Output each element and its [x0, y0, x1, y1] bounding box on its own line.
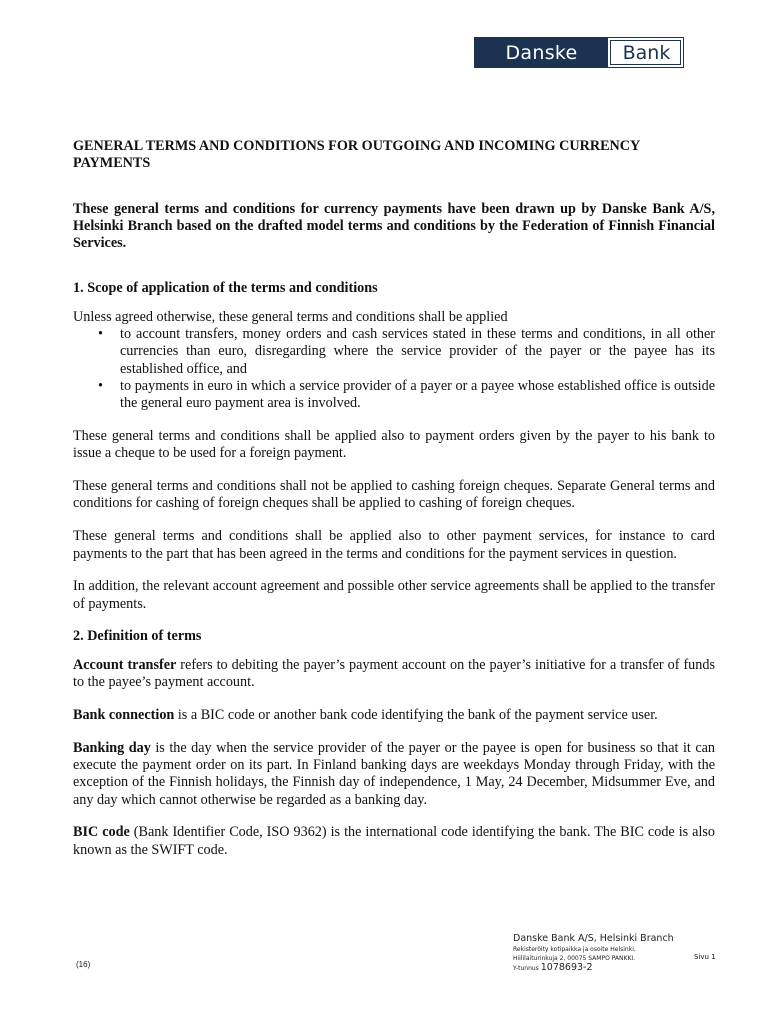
- intro-paragraph: These general terms and conditions for currency payments have been drawn up by Danske Bank A/S, Helsinki Branch based on the drafted model terms and conditions by the Federation of Finnish Financial Services.: [73, 200, 715, 252]
- definition-account-transfer: [73, 657, 715, 692]
- ytunnus-value: 1078693-2: [540, 962, 593, 973]
- section-1-paragraph: These general terms and conditions shall not be applied to cashing foreign cheques. Separate General terms and conditions for cashing of foreign cheques shall be applied to cashing of foreign cheques.: [73, 478, 715, 512]
- definition-text: (Bank Identifier Code, ISO 9362) is the international code identifying the bank. The BIC code is also known as the SWIFT code.: [73, 824, 715, 858]
- definition-text: is the day when the service provider of the payer or the payee is open for business so that it can execute the payment order on its part. In Finland banking days are weekdays Monday through Friday, with the exception of the Finnish holidays, the Finnish day of independence, 1 May, 24 December, Midsummer Eve, and any day which cannot otherwise be regarded as a banking day.: [73, 739, 716, 808]
- address-line-3: Hiililaiturinkuja 2, 00075 SAMPO PANKKI.: [513, 955, 636, 962]
- section-1-lead: Unless agreed otherwise, these general terms and conditions shall be applied: [73, 308, 508, 325]
- address-line-4: [513, 963, 674, 974]
- definition-text: refers to debiting the payer’s payment account on the payer’s initiative for a transfer of funds to the payee’s payment account.: [73, 656, 715, 691]
- danske-bank-logo: [474, 37, 684, 68]
- definition-bic-code: [73, 824, 715, 859]
- logo-right-text: Bank: [608, 38, 683, 67]
- footer-address: [513, 932, 674, 974]
- address-line-2: Rekisteröity kotipaikka ja osoite Helsinki,: [513, 946, 636, 953]
- address-line-1: Danske Bank A/S, Helsinki Branch: [513, 933, 674, 944]
- bullet-text: to payments in euro in which a service provider of a payer or a payee whose established office is outside the general euro payment area is involved.: [120, 377, 715, 412]
- definition-term: Account transfer: [73, 656, 177, 673]
- document-body: [73, 138, 715, 874]
- definition-banking-day: [73, 740, 715, 809]
- definition-text: is a BIC code or another bank code identifying the bank of the payment service user.: [174, 706, 658, 723]
- definition-term: BIC code: [73, 824, 130, 841]
- list-item: [98, 377, 715, 413]
- scope-bullet-list: [73, 326, 715, 412]
- document-title: GENERAL TERMS AND CONDITIONS FOR OUTGOING AND INCOMING CURRENCY PAYMENTS: [73, 138, 640, 172]
- definition-term: Bank connection: [73, 706, 175, 723]
- logo-left-text: Danske: [475, 38, 608, 67]
- ytunnus-label: Y-tunnus: [513, 965, 539, 972]
- section-2-heading: 2. Definition of terms: [73, 628, 202, 645]
- bullet-icon: •: [98, 326, 103, 343]
- section-1-paragraph: These general terms and conditions shall be applied also to other payment services, for instance to card payments to the part that has been agreed in the terms and conditions for the payment services in question.: [73, 528, 715, 562]
- definition-term: Banking day: [73, 739, 151, 756]
- section-1-paragraph: In addition, the relevant account agreement and possible other service agreements shall be applied to the transfer of payments.: [73, 578, 715, 612]
- list-item: [98, 326, 715, 378]
- bullet-text: to account transfers, money orders and cash services stated in these terms and conditions, in all other currencies than euro, disregarding where the service provider of the payer or the payee has its established office, and: [120, 326, 715, 377]
- page-number: Sivu 1: [694, 953, 716, 961]
- form-number: (16): [76, 960, 91, 969]
- section-1-paragraph: These general terms and conditions shall be applied also to payment orders given by the payer to his bank to issue a cheque to be used for a foreign payment.: [73, 428, 715, 462]
- section-1-heading: 1. Scope of application of the terms and conditions: [73, 280, 378, 297]
- definition-bank-connection: [73, 707, 715, 724]
- bullet-icon: •: [98, 377, 103, 394]
